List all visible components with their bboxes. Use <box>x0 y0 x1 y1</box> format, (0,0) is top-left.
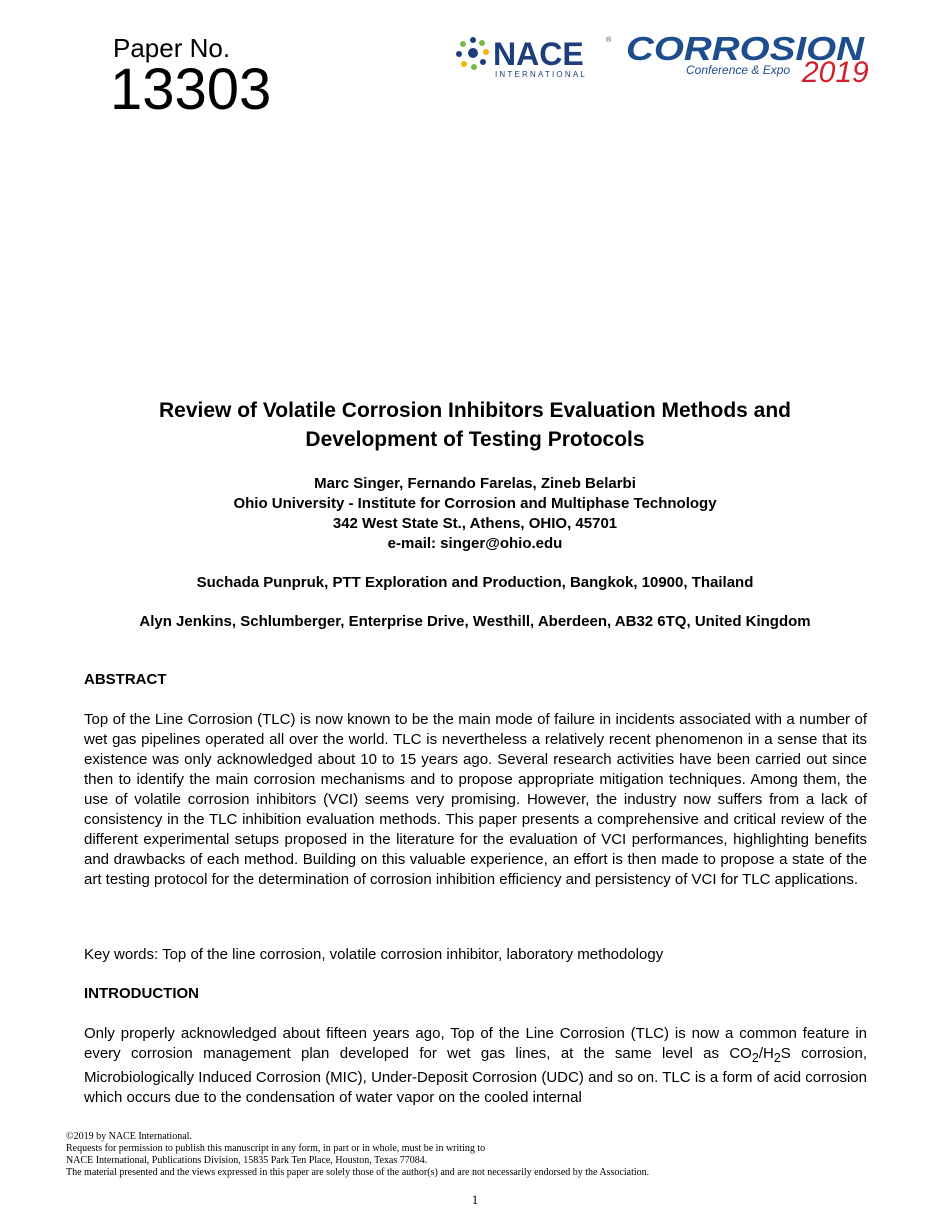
footer-line: Requests for permission to publish this manuscript in any form, in part or in whole, must be in writing to <box>66 1143 486 1154</box>
paper-number-label: Paper No. <box>113 33 231 63</box>
introduction-heading: INTRODUCTION <box>84 985 199 1002</box>
author-2: Suchada Punpruk, PTT Exploration and Production, Bangkok, 10900, Thailand <box>196 574 754 591</box>
page-number: 1 <box>471 1192 479 1207</box>
title-line-1: Review of Volatile Corrosion Inhibitors Evaluation Methods and <box>158 399 791 422</box>
copyright-footer <box>66 1131 649 1179</box>
corrosion-wordmark: CORROSION <box>626 30 866 67</box>
paper-number: 13303 <box>110 57 272 122</box>
corrosion-2019-logo <box>626 30 882 90</box>
nace-wordmark: NACE <box>493 36 584 72</box>
nace-registered-mark: ® <box>606 37 612 44</box>
nace-subtitle: INTERNATIONAL <box>495 70 588 79</box>
footer-line: ©2019 by NACE International. <box>66 1131 192 1142</box>
footer-line: The material presented and the views expressed in this paper are solely those of the author(s) and are not necessarily endorsed by the Association. <box>66 1167 650 1178</box>
conference-year: 2019 <box>802 56 869 89</box>
nace-globe-icon <box>456 37 489 70</box>
abstract-heading: ABSTRACT <box>84 671 167 688</box>
introduction-text <box>84 1024 867 1108</box>
nace-international-logo <box>453 34 615 80</box>
footer-line: NACE International, Publications Division, 15835 Park Ten Place, Houston, Texas 77084. <box>66 1155 428 1166</box>
author-address: 342 West State St., Athens, OHIO, 45701 <box>332 515 618 532</box>
author-3: Alyn Jenkins, Schlumberger, Enterprise Drive, Westhill, Aberdeen, AB32 6TQ, United Kingdom <box>139 613 811 630</box>
intro-text-part-3: S corrosion, Microbiologically Induced Corrosion (MIC), Under-Deposit Corrosion (UDC) and so on. TLC is a form of acid corrosion which occurs due to the condensation of water vapor on the cooled internal <box>84 1045 867 1106</box>
keywords: Key words: Top of the line corrosion, volatile corrosion inhibitor, laboratory methodology <box>84 946 664 963</box>
conference-expo-label: Conference & Expo <box>686 63 791 77</box>
intro-text-part-2: /H <box>758 1045 774 1062</box>
author-affiliation: Ohio University - Institute for Corrosion and Multiphase Technology <box>233 495 717 512</box>
author-names: Marc Singer, Fernando Farelas, Zineb Belarbi <box>314 475 636 492</box>
subscript-2: 2 <box>773 1051 781 1065</box>
intro-text-part-1: Only properly acknowledged about fifteen years ago, Top of the Line Corrosion (TLC) is now a common feature in every corrosion management plan developed for wet gas lines, at the same level as CO <box>84 1025 867 1062</box>
paper-title <box>60 396 890 454</box>
title-line-2: Development of Testing Protocols <box>305 428 645 451</box>
subscript-2: 2 <box>751 1051 759 1065</box>
abstract-text: Top of the Line Corrosion (TLC) is now known to be the main mode of failure in incidents associated with a number of wet gas pipelines operated all over the world. TLC is nevertheless a relatively recent phenomenon in a sense that its existence was only acknowledged about 10 to 15 years ago. Several research activities have been carried out since then to identify the main corrosion mechanisms and to propose appropriate mitigation techniques. Among them, the use of volatile corrosion inhibitors (VCI) seems very promising. However, the industry now suffers from a lack of consistency in the TLC inhibition evaluation methods. This paper presents a comprehensive and critical review of the different experimental setups proposed in the literature for the evaluation of VCI performances, highlighting benefits and drawbacks of each method. Building on this valuable experience, an effort is then made to propose a state of the art testing protocol for the determination of corrosion inhibition efficiency and persistency of VCI for TLC applications. <box>84 711 867 888</box>
authors-block <box>60 474 890 632</box>
author-email: e-mail: singer@ohio.edu <box>387 535 563 552</box>
